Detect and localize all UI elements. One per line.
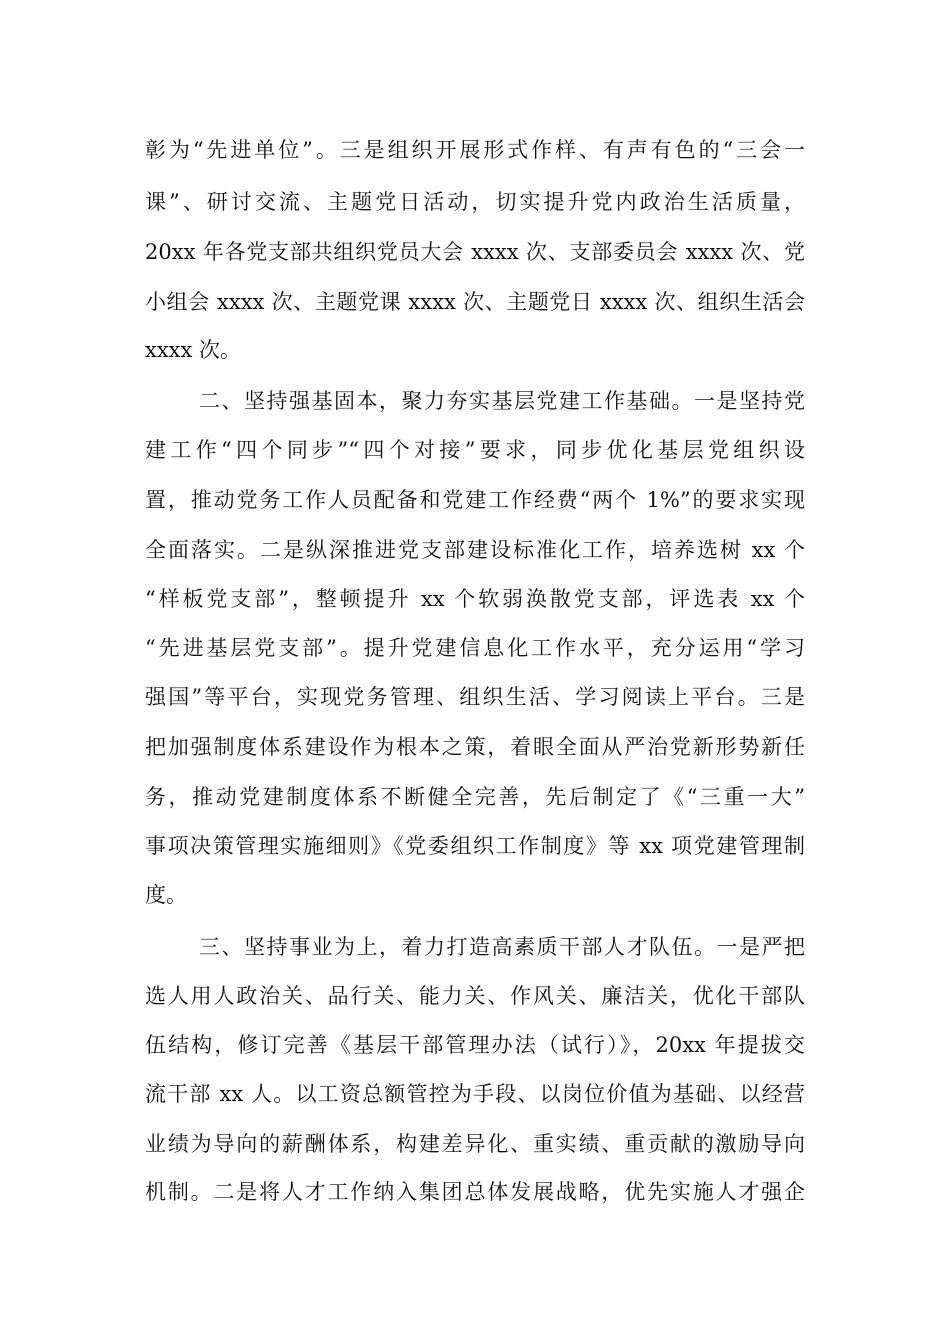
- paragraph-heading-line: 三、坚持事业为上，着力打造高素质干部人才队伍。一是严把: [199, 935, 805, 959]
- text-line: 流干部 xx 人。以工资总额管控为手段、以岗位价值为基础、以经营: [145, 1082, 805, 1106]
- text-line: 全面落实。二是纵深推进党支部建设标准化工作，培养选树 xx 个: [145, 538, 805, 562]
- text-line: 置，推动党务工作人员配备和党建工作经费“两个 1%”的要求实现: [145, 488, 805, 512]
- text-line: 伍结构，修订完善《基层干部管理办法（试行）》，20xx 年提拔交: [145, 1033, 805, 1057]
- text-line: 20xx 年各党支部共组织党员大会 xxxx 次、支部委员会 xxxx 次、党: [145, 240, 805, 264]
- text-line: “先进基层党支部”。提升党建信息化工作水平，充分运用“学习: [145, 636, 805, 660]
- text-line: 度。: [145, 883, 187, 907]
- text-line: 课”、研讨交流、主题党日活动，切实提升党内政治生活质量，: [145, 190, 805, 214]
- text-line: 把加强制度体系建设作为根本之策，着眼全面从严治党新形势新任: [145, 735, 805, 759]
- text-line: 务，推动党建制度体系不断健全完善，先后制定了《“三重一大”: [145, 785, 805, 809]
- text-line: 彰为“先进单位”。三是组织开展形式作样、有声有色的“三会一: [145, 138, 805, 162]
- text-line: 选人用人政治关、品行关、能力关、作风关、廉洁关，优化干部队: [145, 984, 805, 1008]
- paragraph-heading-line: 二、坚持强基固本，聚力夯实基层党建工作基础。一是坚持党: [199, 389, 805, 413]
- text-line: 强国”等平台，实现党务管理、组织生活、学习阅读上平台。三是: [145, 685, 805, 709]
- text-line: 建工作“四个同步”“四个对接”要求，同步优化基层党组织设: [145, 438, 805, 462]
- text-line: “样板党支部”，整顿提升 xx 个软弱涣散党支部，评选表 xx 个: [145, 587, 805, 611]
- text-line: 事项决策管理实施细则》《党委组织工作制度》等 xx 项党建管理制: [145, 834, 805, 858]
- text-line: 小组会 xxxx 次、主题党课 xxxx 次、主题党日 xxxx 次、组织生活会: [145, 290, 805, 314]
- text-line: 机制。二是将人才工作纳入集团总体发展战略，优先实施人才强企: [145, 1180, 805, 1204]
- text-line: 业绩为导向的薪酬体系，构建差异化、重实绩、重贡献的激励导向: [145, 1132, 805, 1156]
- text-line: xxxx 次。: [145, 338, 242, 362]
